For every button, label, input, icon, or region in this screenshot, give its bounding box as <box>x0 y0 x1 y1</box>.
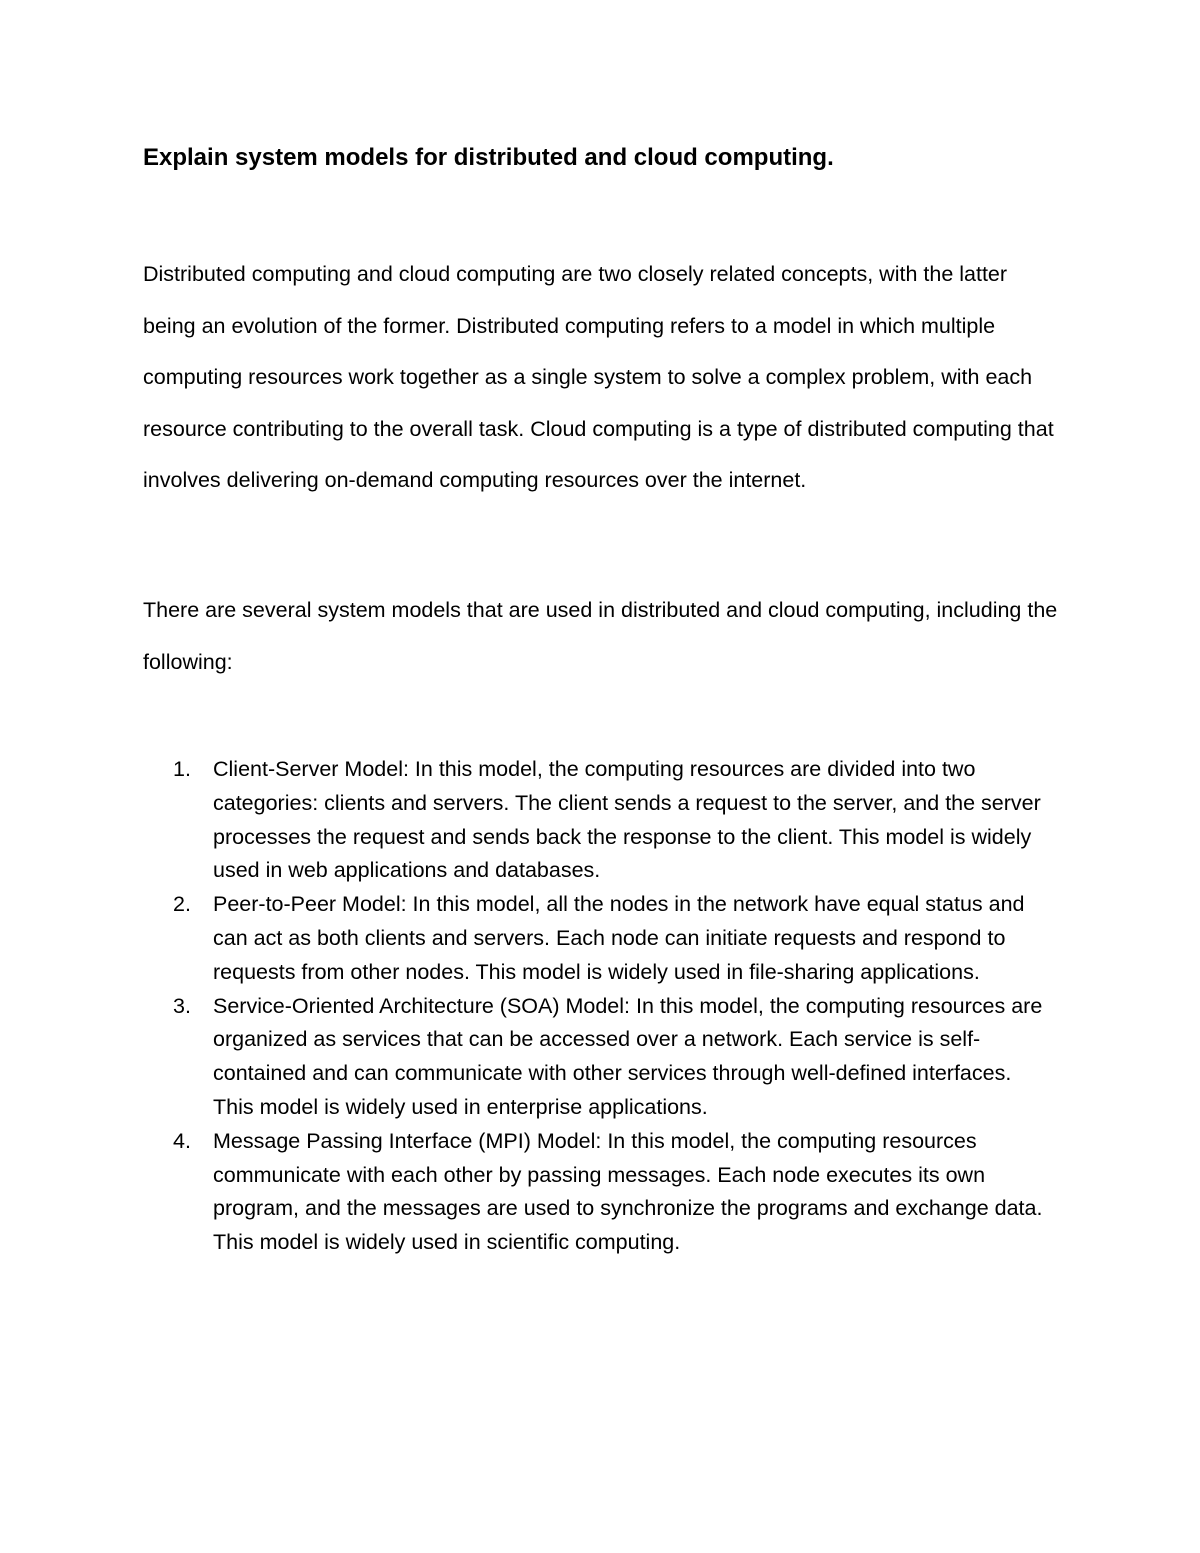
intro-paragraph: Distributed computing and cloud computing are two closely related concepts, with the latter being an evolution of the former. Distributed computing refers to a model in which multiple computing resources work together as a single system to solve a complex problem, with each resource contributing to the overall task. Cloud computing is a type of distributed computing that involves delivering on-demand computing resources over the internet. <box>143 262 1054 493</box>
lead-in-paragraph: There are several system models that are used in distributed and cloud computing, including the following: <box>143 598 1058 674</box>
list-item-text: Message Passing Interface (MPI) Model: In this model, the computing resources communicate with each other by passing messages. Each node executes its own program, and the messages are used to synchronize the programs and exchange data. This model is widely used in scientific computing. <box>213 1128 1043 1255</box>
list-item-peer-to-peer <box>143 888 1043 989</box>
list-item-soa <box>143 990 1043 1125</box>
list-item-mpi <box>143 1125 1043 1260</box>
list-item-text: Peer-to-Peer Model: In this model, all the nodes in the network have equal status and can act as both clients and servers. Each node can initiate requests and respond to requests from other nodes. This model is widely used in file-sharing applications. <box>213 892 1025 984</box>
list-item-number: 2. <box>173 892 191 917</box>
list-item-text: Service-Oriented Architecture (SOA) Model: In this model, the computing resources are organized as services that can be accessed over a network. Each service is self-contained and can communicate with other services through well-defined interfaces. This model is widely used in enterprise applications. <box>213 993 1043 1119</box>
list-item-number: 1. <box>173 757 191 781</box>
list-item-number: 3. <box>173 993 191 1018</box>
document-title: Explain system models for distributed and cloud computing. <box>143 144 834 171</box>
system-models-list <box>143 753 1043 1260</box>
list-item-client-server <box>143 753 1043 888</box>
list-item-text: Client-Server Model: In this model, the computing resources are divided into two categories: clients and servers. The client sends a request to the server, and the server processes the request and sends back the response to the client. This model is widely used in web applications and databases. <box>213 757 1041 883</box>
list-item-number: 4. <box>173 1128 191 1153</box>
